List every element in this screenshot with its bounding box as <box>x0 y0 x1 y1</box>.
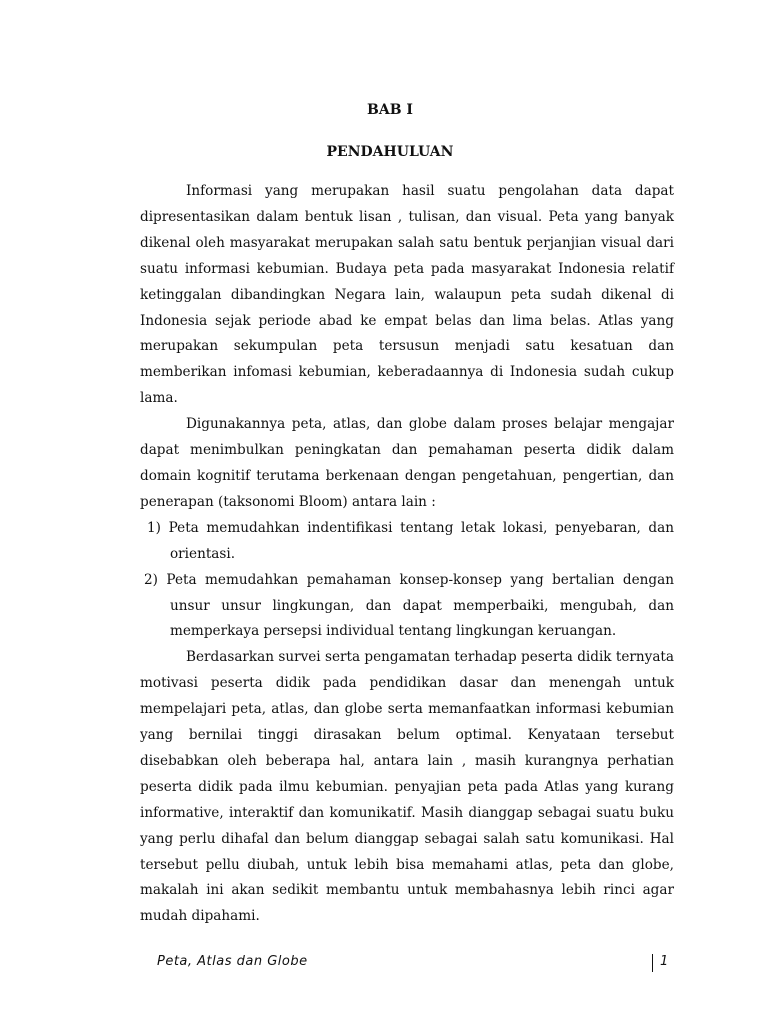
paragraph-1: Informasi yang merupakan hasil suatu pengolahan data dapat dipresentasikan dalam bentuk lisan , tulisan, dan visual. Peta yang banyak dikenal oleh masyarakat merupakan salah satu bentuk perjanjian visual dari suatu informasi kebumian. Budaya peta pada masyarakat Indonesia relatif ketinggalan dibandingkan Negara lain, walaupun peta sudah dikenal di Indonesia sejak periode abad ke empat belas dan lima belas. Atlas yang merupakan sekumpulan peta tersusun menjadi satu kesatuan dan memberikan infomasi kebumian, keberadaannya di Indonesia sudah cukup lama. <box>140 183 674 407</box>
footer-title: Peta, Atlas dan Globe <box>157 954 308 969</box>
paragraph-3: Berdasarkan survei serta pengamatan terhadap peserta didik ternyata motivasi peserta didik pada pendidikan dasar dan menengah untuk mempelajari peta, atlas, dan globe serta memanfaatkan informasi kebumian yang bernilai tinggi dirasakan belum optimal. Kenyataan tersebut disebabkan oleh beberapa hal, antara lain , masih kurangnya perhatian peserta didik pada ilmu kebumian. penyajian peta pada Atlas yang kurang informative, interaktif dan komunikatif. Masih dianggap sebagai suatu buku yang perlu dihafal dan belum dianggap sebagai salah satu komunikasi. Hal tersebut pellu diubah, untuk lebih bisa memahami atlas, peta dan globe, makalah ini akan sedikit membantu untuk membahasnya lebih rinci agar mudah dipahami. <box>140 649 674 925</box>
list-item-2: 2) Peta memudahkan pemahaman konsep-konsep yang bertalian dengan unsur unsur lingkungan, dan dapat memperbaiki, mengubah, dan memperkaya persepsi individual tentang lingkungan keruangan. <box>144 571 674 640</box>
body-text <box>140 179 674 930</box>
chapter-title: PENDAHULUAN <box>326 144 454 160</box>
chapter-number: BAB I <box>367 102 413 118</box>
footer-divider <box>652 954 653 972</box>
page-number: 1 <box>660 954 669 969</box>
paragraph-2: Digunakannya peta, atlas, dan globe dalam proses belajar mengajar dapat menimbulkan peningkatan dan pemahaman peserta didik dalam domain kognitif terutama berkenaan dengan pengetahuan, pengertian, dan penerapan (taksonomi Bloom) antara lain : <box>140 416 674 510</box>
list-item-1: 1) Peta memudahkan indentifikasi tentang letak lokasi, penyebaran, dan orientasi. <box>147 519 674 562</box>
